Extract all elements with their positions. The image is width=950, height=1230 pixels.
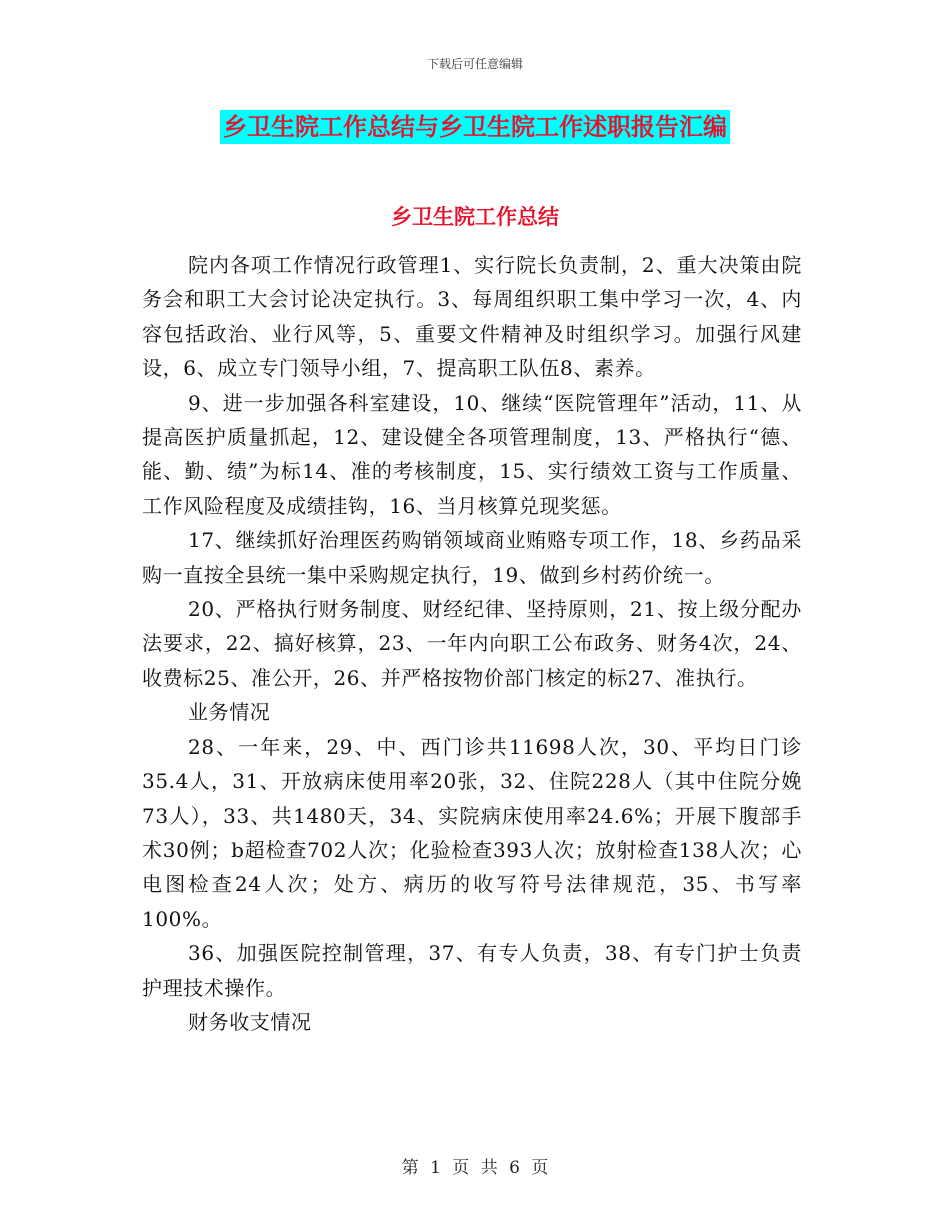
paragraph-control: 36、加强医院控制管理，37、有专人负责，38、有专门护士负责护理技术操作。	[142, 941, 802, 1000]
document-body	[142, 248, 802, 1039]
download-note: 下载后可任意编辑	[426, 57, 523, 71]
paragraph-procurement: 17、继续抓好治理医药购销领域商业贿赂专项工作，18、乡药品采购一直按全县统一集中采购规定执行，19、做到乡村药价统一。	[142, 528, 802, 587]
heading-finance: 财务收支情况	[188, 1009, 312, 1034]
paragraph-business-stats: 28、一年来，29、中、西门诊共11698人次，30、平均日门诊35.4人，31、开放病床使用率20张，32、住院228人（其中住院分娩73人），33、共1480天，34、实院病床使用率24.6%；开展下腹部手术30例；b超检查702人次；化验检查393人次；放射检查138人次；心电图检查24人次；处方、病历的收写符号法律规范，35、书写率100%。	[142, 734, 802, 931]
paragraph-finance-rules: 20、严格执行财务制度、财经纪律、坚持原则，21、按上级分配办法要求，22、搞好核算，23、一年内向职工公布政务、财务4次，24、收费标25、准公开，26、并严格按物价部门核定的标27、准执行。	[142, 597, 802, 690]
paragraph-departments: 9、进一步加强各科室建设，10、继续“医院管理年”活动，11、从提高医护质量抓起，12、建设健全各项管理制度，13、严格执行“德、能、勤、绩”为标14、准的考核制度，15、实行绩效工资与工作质量、工作风险程度及成绩挂钩，16、当月核算兑现奖惩。	[142, 390, 802, 518]
page-number: 第 1 页 共 6 页	[401, 1158, 549, 1178]
heading-business: 业务情况	[188, 700, 271, 725]
paragraph-admin: 院内各项工作情况行政管理1、实行院长负责制，2、重大决策由院务会和职工大会讨论决定执行。3、每周组织职工集中学习一次，4、内容包括政治、业行风等，5、重要文件精神及时组织学习。加强行风建设，6、成立专门领导小组，7、提高职工队伍8、素养。	[142, 253, 802, 381]
main-title-container	[0, 110, 950, 144]
main-title: 乡卫生院工作总结与乡卫生院工作述职报告汇编	[220, 110, 730, 144]
section-title: 乡卫生院工作总结	[391, 205, 559, 229]
